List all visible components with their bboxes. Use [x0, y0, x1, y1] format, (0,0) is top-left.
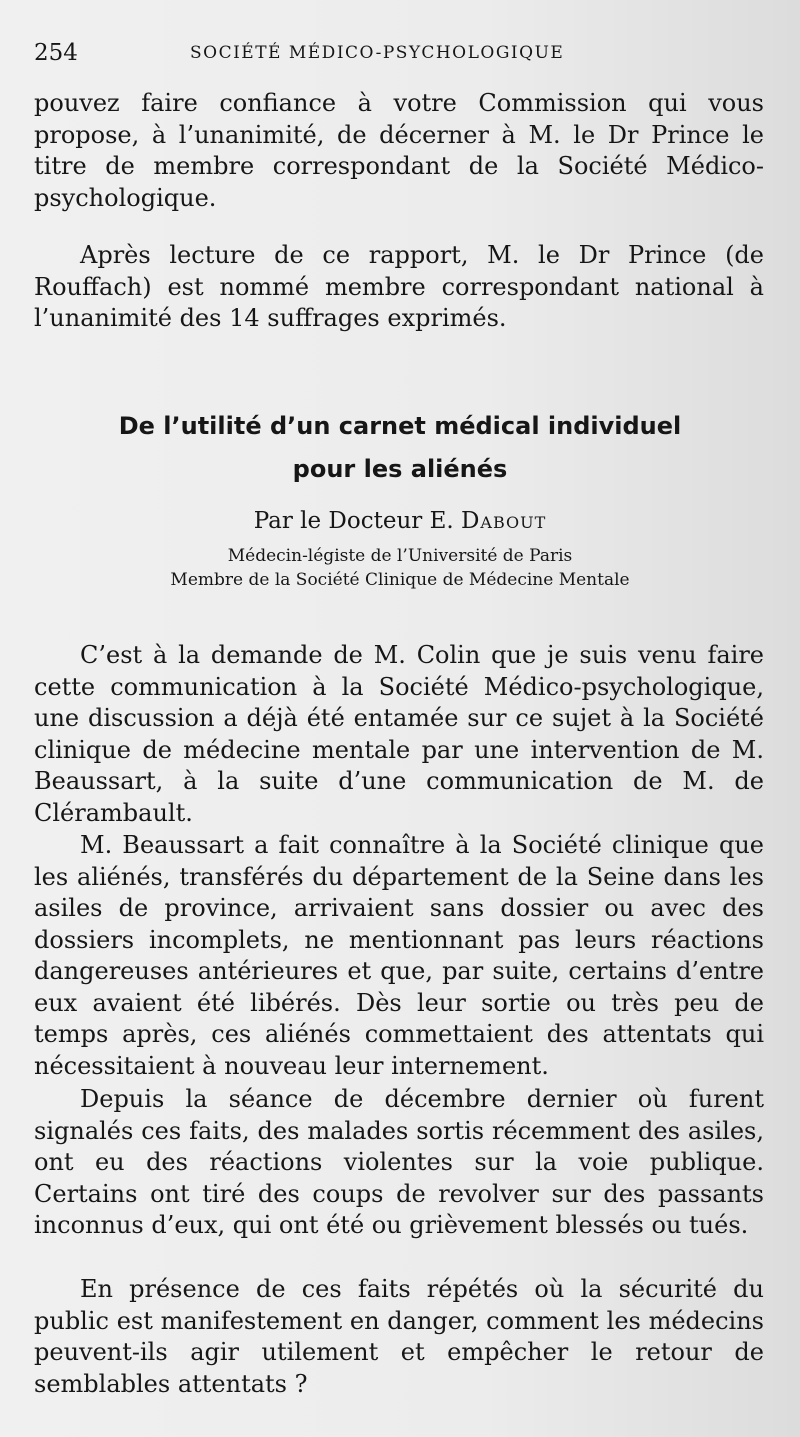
- article-paragraph-3: Depuis la séance de décembre dernier où furent signalés ces faits, des malades sortis récemment des asiles, ont eu des réactions violentes sur la voie publique. Certains ont tiré des coups de revolver sur des passants inconnus d’eux, qui ont été ou grièvement blessés ou tués.: [34, 1085, 764, 1239]
- article-paragraph-1: C’est à la demande de M. Colin que je suis venu faire cette communication à la Société Médico-psychologique, une discussion a déjà été entamée sur ce sujet à la Société clinique de médecine mentale par une intervention de M. Beaussart, à la suite d’une communication de M. de Clérambault.: [34, 641, 764, 827]
- byline-prefix: Par le Docteur E.: [253, 508, 454, 534]
- journal-title: SOCIÉTÉ MÉDICO-PSYCHOLOGIQUE: [190, 43, 565, 63]
- running-head: [34, 40, 734, 72]
- article-title-line-1: De l’utilité d’un carnet médical individuel: [118, 412, 682, 440]
- previous-article-paragraph-2: Après lecture de ce rapport, M. le Dr Prince (de Rouffach) est nommé membre correspondant national à l’unanimité des 14 suffrages exprimés.: [34, 241, 764, 332]
- article-paragraph-4: En présence de ces faits répétés où la sécurité du public est manifestement en danger, comment les médecins peuvent-ils agir utilement et empêcher le retour de semblables attentats ?: [34, 1275, 764, 1398]
- article-byline: [60, 508, 740, 534]
- author-surname: Dabout: [460, 508, 547, 534]
- author-affiliation-1: Médecin-légiste de l’Université de Paris: [227, 546, 573, 566]
- article-paragraph-2: M. Beaussart a fait connaître à la Société clinique que les aliénés, transférés du département de la Seine dans les asiles de province, arrivaient sans dossier ou avec des dossiers incomplets, ne mentionnant pas leurs réactions dangereuses antérieures et que, par suite, certains d’entre eux avaient été libérés. Dès leur sortie ou très peu de temps après, ces aliénés commettaient des attentats qui nécessitaient à nouveau leur internement.: [34, 831, 764, 1080]
- author-affiliation-2: Membre de la Société Clinique de Médecine Mentale: [170, 570, 630, 590]
- article-title-line-2: pour les aliénés: [292, 455, 508, 483]
- page-number: 254: [34, 40, 78, 66]
- previous-article-paragraph-1: pouvez faire confiance à votre Commission qui vous propose, à l’unanimité, de décerner à M. le Dr Prince le titre de membre correspondant de la Société Médico-psychologique.: [34, 89, 764, 212]
